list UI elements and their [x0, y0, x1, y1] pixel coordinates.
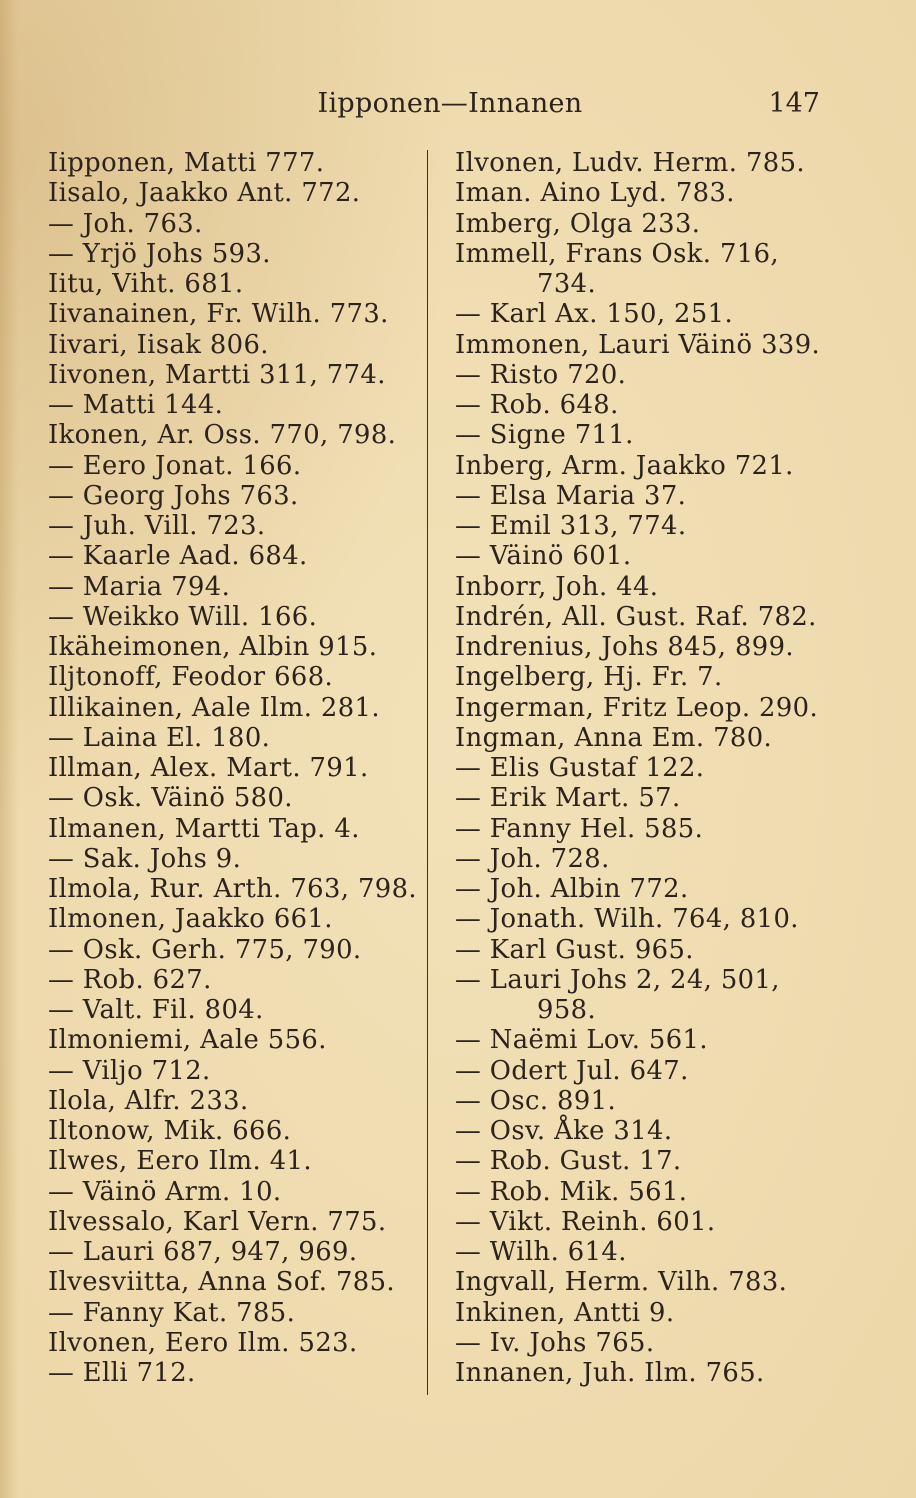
index-entry: Illikainen, Aale Ilm. 281. — [48, 692, 380, 723]
index-entry: — Yrjö Johs 593. — [48, 238, 271, 269]
index-entry: — Jonath. Wilh. 764, 810. — [455, 904, 799, 935]
index-entry: Inberg, Arm. Jaakko 721. — [455, 450, 794, 481]
index-entry: Iman. Aino Lyd. 783. — [455, 178, 735, 209]
index-entry: Iivonen, Martti 311, 774. — [48, 359, 386, 390]
index-entry: Ilmanen, Martti Tap. 4. — [48, 813, 360, 844]
index-entry: Ikonen, Ar. Oss. 770, 798. — [48, 420, 397, 451]
index-entry: Ilwes, Eero Ilm. 41. — [48, 1146, 312, 1177]
index-entry: — Joh. 728. — [455, 843, 610, 874]
index-entry: — Väinö Arm. 10. — [48, 1176, 282, 1207]
index-entry: — Laina El. 180. — [48, 722, 271, 753]
index-entry: Ilmola, Rur. Arth. 763, 798. — [48, 874, 418, 904]
index-entry: Indrén, All. Gust. Raf. 782. — [455, 601, 817, 632]
index-entry: — Weikko Will. 166. — [48, 601, 318, 632]
index-entry: — Naëmi Lov. 561. — [455, 1025, 708, 1056]
index-entry: Inborr, Joh. 44. — [455, 571, 659, 602]
index-entry: — Osk. Väinö 580. — [48, 783, 293, 814]
index-entry: — Iv. Johs 765. — [455, 1327, 655, 1358]
index-entry: — Fanny Hel. 585. — [455, 813, 704, 844]
index-entry: Ikäheimonen, Albin 915. — [48, 632, 378, 662]
index-entry: Iitu, Viht. 681. — [48, 269, 244, 299]
index-entry: — Osc. 891. — [455, 1085, 617, 1116]
index-entry-continuation: 734. — [537, 269, 597, 299]
index-entry: Immonen, Lauri Väinö 339. — [455, 329, 821, 360]
index-entry: Iltonow, Mik. 666. — [48, 1116, 292, 1146]
index-entry: — Georg Johs 763. — [48, 480, 299, 511]
index-entry: — Emil 313, 774. — [455, 511, 687, 541]
index-entry: — Joh. 763. — [48, 208, 203, 239]
index-entry: — Signe 711. — [455, 420, 634, 451]
index-entry: — Matti 144. — [48, 390, 224, 420]
index-entry: — Viljo 712. — [48, 1055, 211, 1086]
index-entry: — Fanny Kat. 785. — [48, 1297, 296, 1328]
index-entry: — Rob. 627. — [48, 964, 212, 995]
index-entry: Ingerman, Fritz Leop. 290. — [455, 692, 819, 723]
index-entry: Iljtonoff, Feodor 668. — [48, 662, 334, 693]
index-entry: — Odert Jul. 647. — [455, 1055, 689, 1086]
index-entry: — Karl Ax. 150, 251. — [455, 299, 734, 330]
column-divider — [427, 150, 428, 1395]
index-entry: Immell, Frans Osk. 716, — [455, 238, 780, 269]
index-entry: — Väinö 601. — [455, 541, 632, 572]
index-column-left — [48, 148, 418, 1388]
index-entry: — Rob. 648. — [455, 390, 619, 420]
index-entry: — Rob. Mik. 561. — [455, 1176, 688, 1207]
index-entry: — Elli 712. — [48, 1358, 196, 1388]
index-entry: — Kaarle Aad. 684. — [48, 541, 308, 572]
index-entry: — Risto 720. — [455, 359, 627, 390]
index-entry: Ilvonen, Ludv. Herm. 785. — [455, 148, 806, 178]
index-entry: Iipponen, Matti 777. — [48, 148, 325, 178]
running-header-title: Iipponen—Innanen — [317, 88, 583, 119]
index-entry: Iivari, Iisak 806. — [48, 329, 269, 360]
index-entry: Ilvesviitta, Anna Sof. 785. — [48, 1267, 396, 1298]
index-entry: — Eero Jonat. 166. — [48, 450, 302, 481]
index-entry: — Joh. Albin 772. — [455, 874, 689, 904]
index-entry: Ilola, Alfr. 233. — [48, 1085, 249, 1116]
page-number: 147 — [768, 88, 820, 119]
index-entry: Ingvall, Herm. Vilh. 783. — [455, 1267, 788, 1298]
index-entry: Iisalo, Jaakko Ant. 772. — [48, 178, 361, 209]
index-entry: Ilvessalo, Karl Vern. 775. — [48, 1206, 387, 1237]
index-entry: Ilvonen, Eero Ilm. 523. — [48, 1327, 358, 1358]
index-entry: — Osv. Åke 314. — [455, 1116, 673, 1146]
index-entry: — Elsa Maria 37. — [455, 480, 687, 511]
index-column-right — [455, 148, 835, 1388]
index-entry: — Sak. Johs 9. — [48, 843, 242, 874]
index-entry: — Wilh. 614. — [455, 1237, 627, 1267]
index-entry: — Lauri Johs 2, 24, 501, — [455, 964, 780, 995]
index-entry: — Osk. Gerh. 775, 790. — [48, 934, 362, 965]
index-entry: — Karl Gust. 965. — [455, 934, 694, 965]
page-edge-shading — [0, 0, 18, 1498]
index-entry: — Maria 794. — [48, 571, 231, 602]
index-entry: Ingman, Anna Em. 780. — [455, 722, 773, 753]
index-entry: — Erik Mart. 57. — [455, 783, 681, 814]
index-entry: — Juh. Vill. 723. — [48, 511, 266, 541]
index-entry: Imberg, Olga 233. — [455, 208, 701, 239]
index-entry: Ilmoniemi, Aale 556. — [48, 1025, 327, 1056]
index-entry: Ingelberg, Hj. Fr. 7. — [455, 662, 723, 693]
index-entry: Inkinen, Antti 9. — [455, 1297, 675, 1328]
index-entry: — Vikt. Reinh. 601. — [455, 1206, 716, 1237]
index-entry: Iivanainen, Fr. Wilh. 773. — [48, 299, 389, 330]
index-entry: Innanen, Juh. Ilm. 765. — [455, 1358, 765, 1388]
index-entry-continuation: 958. — [537, 995, 597, 1025]
index-entry: — Rob. Gust. 17. — [455, 1146, 682, 1177]
index-entry: — Elis Gustaf 122. — [455, 753, 705, 783]
index-entry: — Valt. Fil. 804. — [48, 995, 264, 1025]
index-entry: Indrenius, Johs 845, 899. — [455, 632, 795, 662]
index-entry: Illman, Alex. Mart. 791. — [48, 753, 369, 783]
index-entry: Ilmonen, Jaakko 661. — [48, 904, 333, 935]
index-entry: — Lauri 687, 947, 969. — [48, 1237, 358, 1267]
